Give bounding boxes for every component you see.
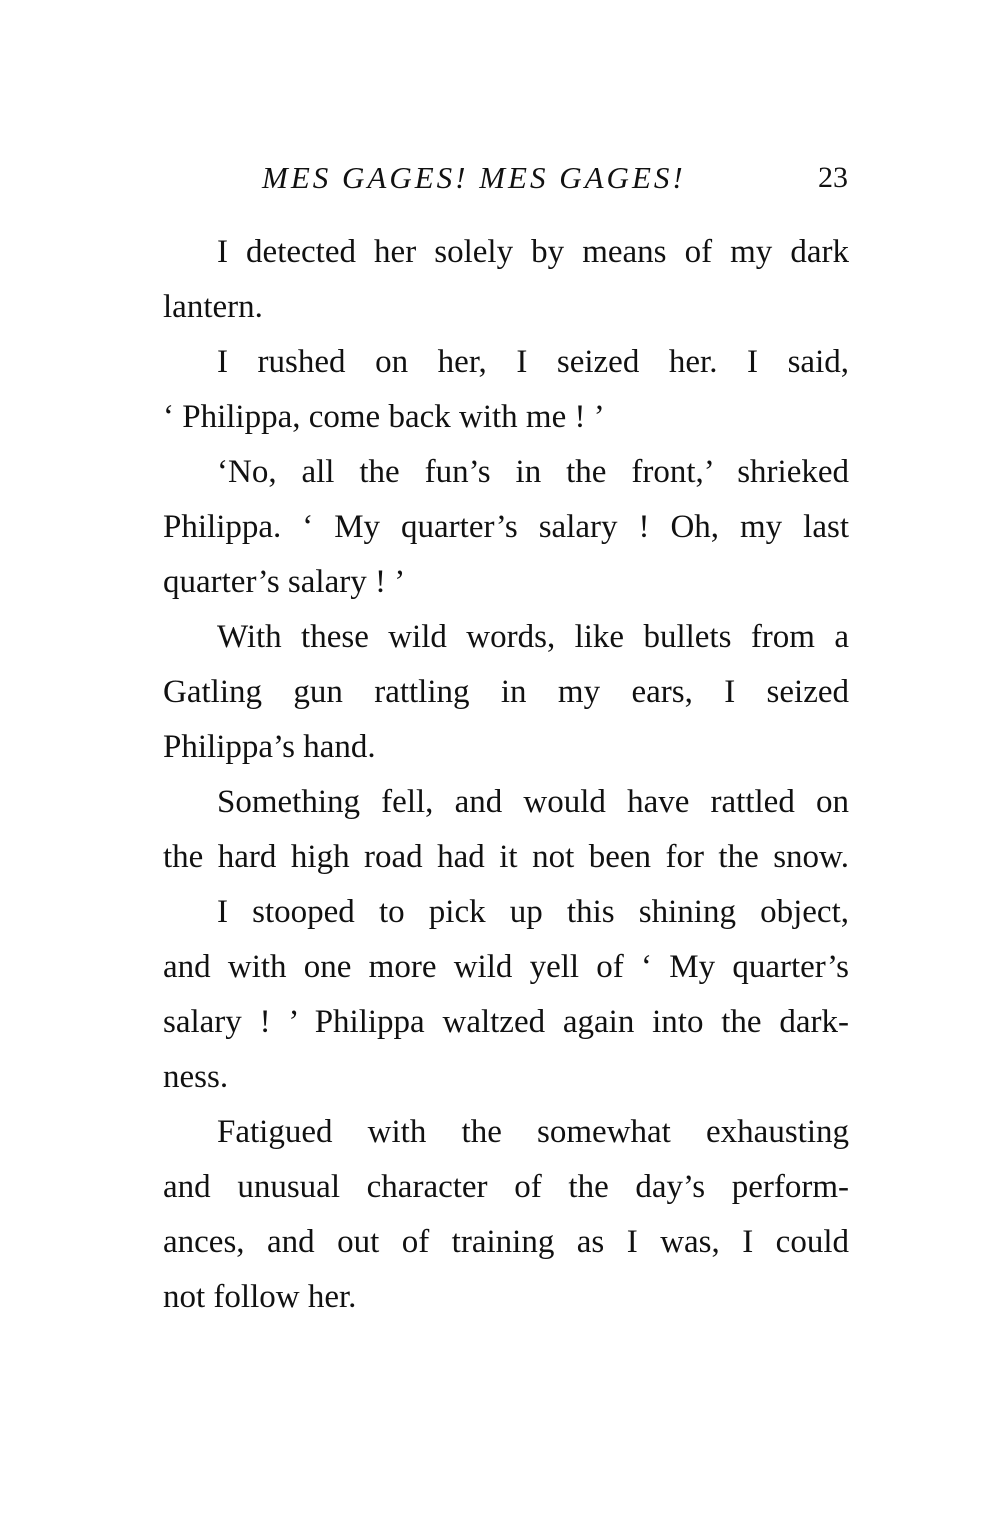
page-number: 23 [818, 161, 848, 194]
text-line: Philippa. ‘ My quarter’s salary ! Oh, my last [163, 509, 849, 545]
paragraph [163, 1105, 849, 1325]
text-line: ances, and out of training as I was, I could [163, 1224, 849, 1260]
text-line: I rushed on her, I seized her. I said, [217, 344, 849, 380]
text-line: quarter’s salary ! ’ [163, 564, 406, 600]
text-line: Gatling gun rattling in my ears, I seized [163, 674, 849, 710]
text-line: lantern. [163, 289, 263, 325]
running-head [262, 158, 848, 198]
text-line: With these wild words, like bullets from a [217, 619, 849, 655]
body-text [163, 225, 849, 1325]
text-line: salary ! ’ Philippa waltzed again into the dark- [163, 1004, 849, 1040]
text-line: Philippa’s hand. [163, 729, 376, 765]
running-title: MES GAGES! MES GAGES! [262, 160, 686, 195]
text-line: ‘ Philippa, come back with me ! ’ [163, 399, 605, 435]
text-line: not follow her. [163, 1279, 357, 1315]
paragraph [163, 775, 849, 885]
paragraph [163, 335, 849, 445]
text-line: the hard high road had it not been for the snow. [163, 839, 849, 875]
paragraph [163, 225, 849, 335]
text-line: Something fell, and would have rattled on [217, 784, 849, 820]
text-line: Fatigued with the somewhat exhausting [217, 1114, 849, 1150]
text-line: ‘No, all the fun’s in the front,’ shrieked [217, 454, 849, 490]
text-line: I detected her solely by means of my dark [217, 234, 849, 270]
text-line: and unusual character of the day’s perform- [163, 1169, 849, 1205]
paragraph [163, 885, 849, 1105]
text-line: ness. [163, 1059, 229, 1095]
text-line: and with one more wild yell of ‘ My quarter’s [163, 949, 849, 985]
paragraph [163, 445, 849, 610]
text-line: I stooped to pick up this shining object, [217, 894, 849, 930]
paragraph [163, 610, 849, 775]
